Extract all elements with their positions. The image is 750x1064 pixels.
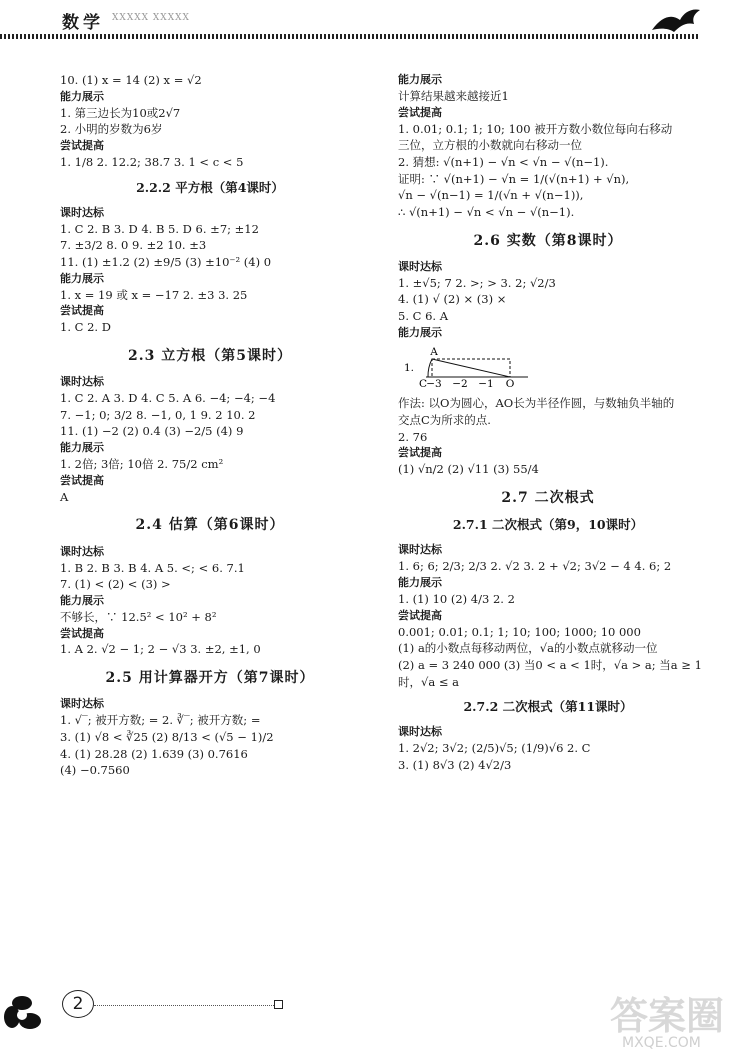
answer-line: 1. B 2. B 3. B 4. A 5. <; < 6. 7.1 [60, 560, 245, 575]
answer-line: 7. −1; 0; 3/2 8. −1, 0, 1 9. 2 10. 2 [60, 407, 256, 422]
section-label: 课时达标 [60, 544, 104, 558]
watermark-url: MXQE.COM [622, 1035, 701, 1051]
section-label: 能力展示 [398, 576, 442, 590]
left-column [60, 72, 360, 779]
answer-line: 1. 2√2; 3√2; (2/5)√5; (1/9)√6 2. C [398, 741, 591, 756]
subsection-heading: 2.7.2 二次根式（第11课时） [463, 699, 633, 715]
section-label: 尝试提高 [60, 138, 104, 152]
section-heading: 2.6 实数（第8课时） [473, 232, 623, 249]
answer-line: 1. x = 19 或 x = −17 2. ±3 3. 25 [60, 287, 248, 302]
answer-line: (1) a的小数点每移动两位，√a的小数点就移动一位 [398, 641, 658, 656]
section-label: 能力展示 [398, 73, 442, 86]
section-label: 课时达标 [398, 543, 442, 557]
answer-line: 1. (1) 10 (2) 4/3 2. 2 [398, 592, 515, 607]
answer-line: 1. C 2. D [60, 320, 111, 335]
answer-line: 2. 猜想: √(n+1) − √n < √n − √(n−1). [398, 154, 609, 169]
section-label: 课时达标 [60, 375, 104, 389]
page-footer [0, 985, 750, 1064]
section-label: 课时达标 [60, 697, 104, 711]
answer-line: A [60, 489, 69, 504]
section-label: 课时达标 [60, 205, 104, 219]
answer-line: 3. (1) √8 < ∛25 (2) 8/13 < (√5 − 1)/2 [60, 730, 274, 745]
answer-line: 4. (1) √ (2) × (3) × [398, 292, 507, 307]
number-line-figure [398, 343, 698, 392]
section-label: 尝试提高 [60, 473, 104, 487]
tick-label: −1 [478, 377, 494, 387]
answer-line: 不够长，∵ 12.5² < 10² + 8² [60, 609, 217, 624]
bird-logo-icon [650, 6, 702, 36]
section-label: 尝试提高 [60, 304, 104, 318]
answer-line: 1. √‾; 被开方数; = 2. ∛‾; 被开方数; = [60, 713, 261, 728]
answer-line: 时，√a ≤ a [398, 674, 459, 689]
section-label: 尝试提高 [398, 105, 442, 119]
section-label: 尝试提高 [398, 608, 442, 622]
section-heading: 2.5 用计算器开方（第7课时） [105, 670, 315, 687]
figure-label: 1. [404, 361, 415, 374]
section-label: 能力展示 [60, 271, 104, 285]
answer-line: 7. ±3/2 8. 0 9. ±2 10. ±3 [60, 238, 207, 253]
flower-ornament-icon [0, 985, 60, 1045]
section-heading: 2.4 估算（第6课时） [135, 517, 285, 534]
answer-line: 3. (1) 8√3 (2) 4√2/3 [398, 758, 512, 773]
section-heading: 2.7 二次根式 [501, 490, 595, 507]
point-C-label: C [418, 377, 428, 387]
page-number: 2 [62, 990, 94, 1018]
answer-line: 11. (1) ±1.2 (2) ±9/5 (3) ±10⁻² (4) 0 [60, 254, 272, 269]
answer-line: 1. C 2. B 3. D 4. B 5. D 6. ±7; ±12 [60, 221, 259, 236]
answer-line: 1. ±√5; 7 2. >; > 3. 2; √2/3 [398, 275, 556, 290]
answer-line: √n − √(n−1) = 1/(√n + √(n−1)), [398, 188, 584, 203]
point-A-label: A [430, 345, 438, 358]
header-subtitle: XXXXX XXXXX [112, 13, 190, 23]
section-label: 尝试提高 [60, 626, 104, 640]
answer-line: 2. 小明的岁数为6岁 [60, 122, 163, 137]
answer-line: 7. (1) < (2) < (3) > [60, 577, 171, 592]
compass-arc [428, 359, 432, 377]
section-label: 能力展示 [60, 89, 104, 103]
answer-line: 2. 76 [398, 429, 428, 444]
answer-line: 1. C 2. A 3. D 4. C 5. A 6. −4; −4; −4 [60, 391, 276, 406]
answer-line: 0.001; 0.01; 0.1; 1; 10; 100; 1000; 10 000 [398, 624, 641, 639]
subsection-heading: 2.2.2 平方根（第4课时） [136, 179, 284, 195]
answer-line: 三位，立方根的小数就向右移动一位 [398, 138, 582, 153]
tick-label: −3 [426, 377, 442, 387]
watermark-logo: 答案圈 [610, 994, 725, 1038]
answer-line: (1) √n/2 (2) √11 (3) 55/4 [398, 462, 539, 477]
subsection-heading: 2.7.1 二次根式（第9，10课时） [452, 517, 644, 533]
answer-line: 计算结果越来越接近1 [398, 88, 509, 103]
answer-line: (4) −0.7560 [60, 763, 130, 778]
answer-line: 1. 0.01; 0.1; 1; 10; 100 被开方数小数位每向右移动 [398, 121, 673, 136]
answer-line: 1. 6; 6; 2/3; 2/3 2. √2 3. 2 + √2; 3√2 − 4 4. 6; 2 [398, 559, 672, 574]
subject-title: 数学 [62, 13, 104, 33]
answer-line: (2) a = 3 240 000 (3) 当0 < a < 1时，√a > a; 当a ≥ 1 [398, 657, 702, 672]
answer-line: 证明: ∵ √(n+1) − √n = 1/(√(n+1) + √n), [398, 171, 630, 186]
answer-line: 交点C为所求的点. [398, 413, 491, 428]
section-label: 能力展示 [398, 325, 442, 339]
answer-line: 4. (1) 28.28 (2) 1.639 (3) 0.7616 [60, 746, 248, 761]
answer-line: 1. 1/8 2. 12.2; 38.7 3. 1 < c < 5 [60, 154, 244, 169]
answer-line: ∴ √(n+1) − √n < √n − √(n−1). [398, 204, 575, 219]
header-rule [0, 34, 700, 39]
answer-line: 作法: 以O为圆心，AO长为半径作圆，与数轴负半轴的 [398, 396, 675, 411]
answer-line: 1. A 2. √2 − 1; 2 − √3 3. ±2, ±1, 0 [60, 642, 261, 657]
right-column [398, 72, 702, 774]
section-heading: 2.3 立方根（第5课时） [128, 347, 292, 364]
tick-label: −2 [452, 377, 468, 387]
answer-line: 10. (1) x = 14 (2) x = √2 [60, 73, 202, 87]
answer-line: 1. 第三边长为10或2√7 [60, 105, 181, 120]
section-label: 能力展示 [60, 441, 104, 455]
section-label: 尝试提高 [398, 446, 442, 460]
answer-line: 5. C 6. A [398, 309, 449, 324]
section-label: 能力展示 [60, 593, 104, 607]
footer-square-icon [274, 1000, 283, 1009]
page-header [0, 0, 750, 44]
section-label: 课时达标 [398, 259, 442, 273]
answer-line: 11. (1) −2 (2) 0.4 (3) −2/5 (4) 9 [60, 424, 244, 439]
tick-label: O [505, 377, 515, 387]
section-label: 课时达标 [398, 725, 442, 739]
footer-dotted-rule [94, 1005, 274, 1006]
answer-line: 1. 2倍; 3倍; 10倍 2. 75/2 cm² [60, 457, 224, 472]
diagonal-AO [432, 359, 510, 377]
